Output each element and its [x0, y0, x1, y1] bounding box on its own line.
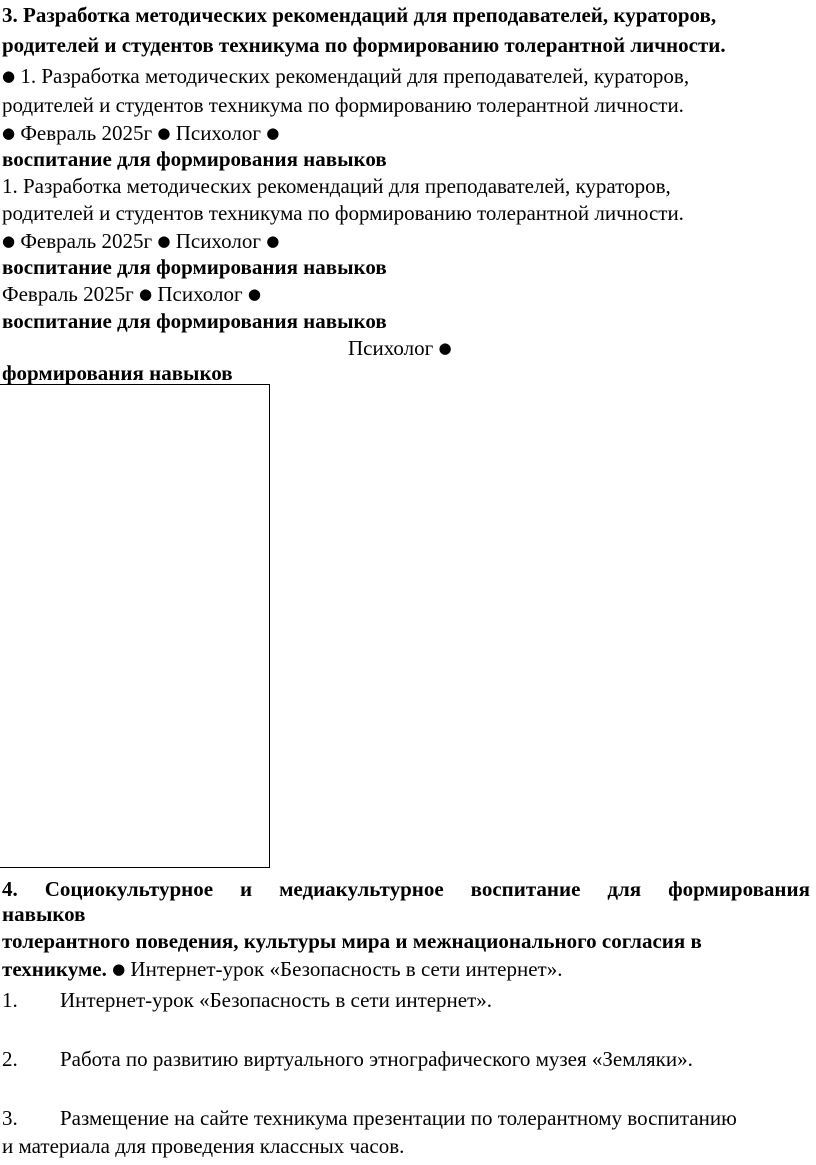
bullet-icon: ●	[2, 67, 16, 85]
role-text: Психолог	[348, 336, 434, 360]
bullet-icon: ●	[266, 232, 280, 250]
date-text: Февраль 2025г	[20, 229, 153, 253]
section3-heading-line1: 3. Разработка методических рекомендаций для преподавателей, кураторов,	[2, 3, 717, 27]
fragment-text: воспитание для формирования навыков	[2, 255, 387, 279]
bullet-icon: ●	[2, 124, 16, 142]
list-number: 1.	[2, 988, 18, 1012]
section4-heading-line4	[2, 956, 562, 982]
heading-bold-part: техникуме.	[2, 957, 107, 981]
heading-word: 4.	[2, 877, 18, 901]
section3-heading-line2: родителей и студентов техникума по формированию толерантной личности.	[2, 33, 726, 57]
heading-word: воспитание	[470, 877, 581, 901]
bullet-icon: ●	[139, 285, 153, 303]
section3-item-line1	[2, 63, 689, 89]
section3-item-text: 1. Разработка методических рекомендаций для преподавателей, кураторов,	[20, 64, 690, 88]
section4-heading-line3: толерантного поведения, культуры мира и межнационального согласия в	[2, 929, 702, 953]
bullet-icon: ●	[2, 232, 16, 250]
bullet-icon: ●	[438, 339, 452, 357]
fragment-text: воспитание для формирования навыков	[2, 309, 387, 333]
list-text: Интернет-урок «Безопасность в сети интернет».	[60, 988, 493, 1012]
list-number: 3.	[2, 1106, 18, 1130]
list-number: 2.	[2, 1047, 18, 1071]
bullet-icon: ●	[157, 124, 171, 142]
bullet-icon: ●	[157, 232, 171, 250]
heading-rest-part: Интернет-урок «Безопасность в сети интернет».	[130, 957, 563, 981]
section3-meta-row-3	[2, 281, 261, 307]
section3-item2-line1: 1. Разработка методических рекомендаций для преподавателей, кураторов,	[2, 174, 671, 198]
date-text: Февраль 2025г	[20, 121, 153, 145]
fragment-text: формирования навыков	[2, 361, 233, 385]
list-text: Работа по развитию виртуального этнографического музея «Земляки».	[60, 1047, 693, 1071]
section4-heading-line1	[2, 876, 810, 902]
heading-word: формирования	[668, 877, 810, 901]
section3-meta-row	[2, 120, 279, 146]
empty-frame	[0, 384, 270, 868]
section3-item2-line2: родителей и студентов техникума по формированию толерантной личности.	[2, 201, 684, 225]
section4-heading-line2: навыков	[2, 902, 86, 926]
bullet-icon: ●	[112, 960, 126, 978]
list-item-continuation: и материала для проведения классных часов.	[2, 1134, 405, 1158]
bullet-icon: ●	[247, 285, 261, 303]
fragment-text: воспитание для формирования навыков	[2, 147, 387, 171]
heading-word: Социокультурное	[44, 877, 214, 901]
section3-meta-row-4	[348, 335, 452, 361]
date-text: Февраль 2025г	[2, 282, 134, 306]
role-text: Психолог	[157, 282, 243, 306]
heading-word: для	[607, 877, 642, 901]
heading-word: медиакультурное	[279, 877, 444, 901]
list-text: Размещение на сайте техникума презентации по толерантному воспитанию	[60, 1106, 737, 1130]
bullet-icon: ●	[266, 124, 280, 142]
section3-item-line2: родителей и студентов техникума по формированию толерантной личности.	[2, 93, 684, 117]
section3-meta-row-2	[2, 228, 279, 254]
heading-word: и	[240, 877, 253, 901]
role-text: Психолог	[175, 121, 261, 145]
role-text: Психолог	[175, 229, 261, 253]
